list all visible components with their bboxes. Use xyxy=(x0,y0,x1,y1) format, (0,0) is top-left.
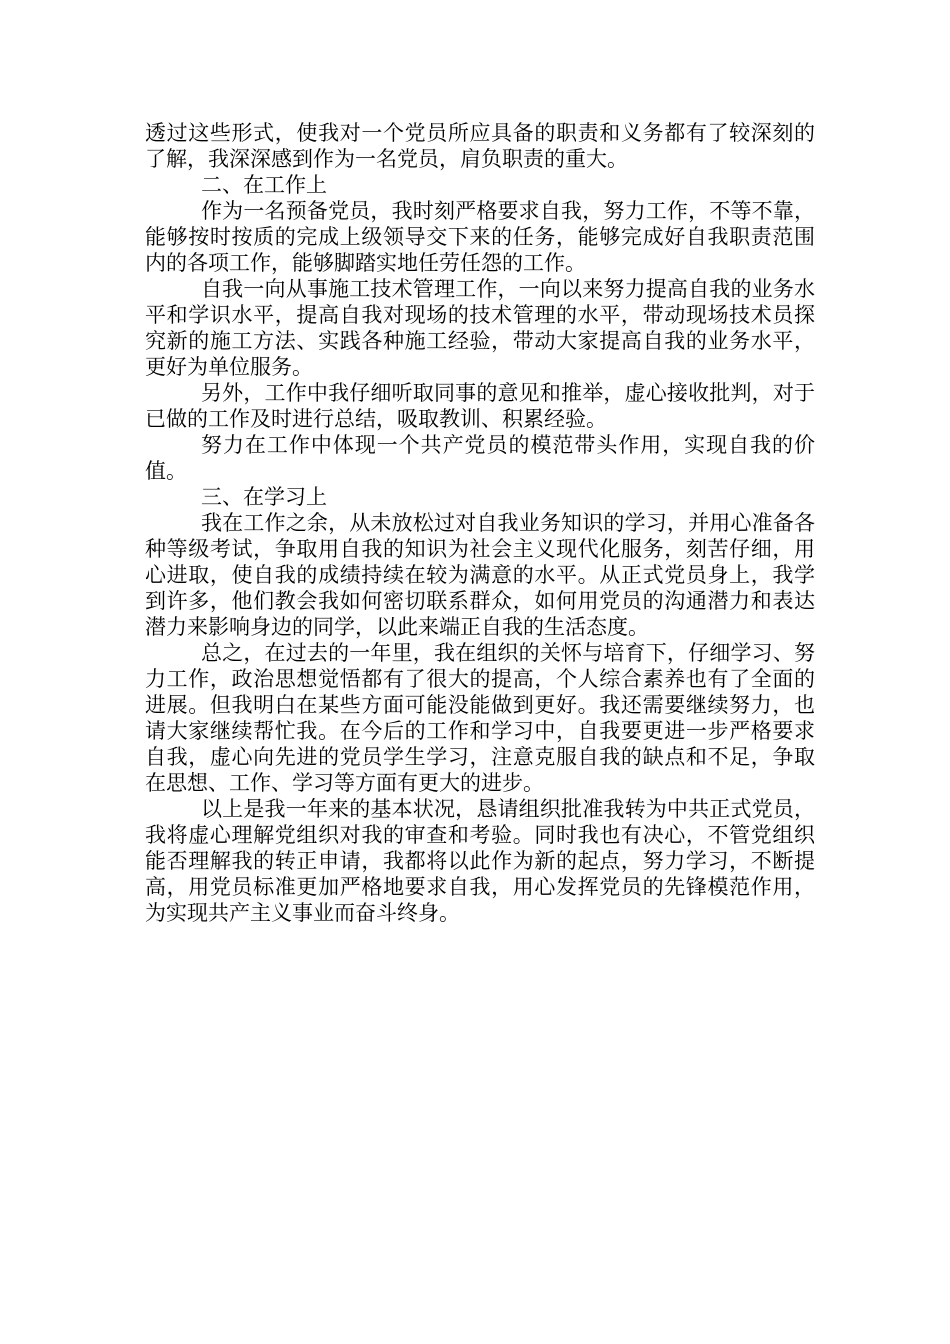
section-heading-study: 三、在学习上 xyxy=(201,485,327,509)
paragraph-listening-colleagues: 另外，工作中我仔细听取同事的意见和推举，虚心接收批判，对于已做的工作及时进行总结，吸取教训、积累经验。 xyxy=(145,381,815,431)
paragraph-work-attitude: 作为一名预备党员，我时刻严格要求自我，努力工作，不等不靠，能够按时按质的完成上级领导交下来的任务，能够完成好自我职责范围内的各项工作，能够脚踏实地任劳任怨的工作。 xyxy=(145,199,815,275)
paragraph-exemplary-role: 努力在工作中体现一个共产党员的模范带头作用，实现自我的价值。 xyxy=(145,433,815,483)
paragraph-intro-continued: 透过这些形式，使我对一个党员所应具备的职责和义务都有了较深刻的了解，我深深感到作为一名党员，肩负职责的重大。 xyxy=(145,121,815,171)
section-heading-work: 二、在工作上 xyxy=(201,173,327,197)
paragraph-summary: 总之，在过去的一年里，我在组织的关怀与培育下，仔细学习、努力工作，政治思想觉悟都有了很大的提高，个人综合素养也有了全面的进展。但我明白在某些方面可能没能做到更好。我还需要继续努力，也请大家继续帮忙我。在今后的工作和学习中，自我要更进一步严格要求自我，虚心向先进的党员学生学习，注意克服自我的缺点和不足，争取在思想、工作、学习等方面有更大的进步。 xyxy=(145,641,815,795)
document-body xyxy=(145,120,815,926)
paragraph-study: 我在工作之余，从未放松过对自我业务知识的学习，并用心准备各种等级考试，争取用自我的知识为社会主义现代化服务，刻苦仔细，用心进取，使自我的成绩持续在较为满意的水平。从正式党员身上，我学到许多，他们教会我如何密切联系群众，如何用党员的沟通潜力和表达潜力来影响身边的同学，以此来端正自我的生活态度。 xyxy=(145,511,815,639)
paragraph-conclusion: 以上是我一年来的基本状况，恳请组织批准我转为中共正式党员，我将虚心理解党组织对我的审查和考验。同时我也有决心，不管党组织能否理解我的转正申请，我都将以此作为新的起点，努力学习，不断提高，用党员标准更加严格地要求自我，用心发挥党员的先锋模范作用，为实现共产主义事业而奋斗终身。 xyxy=(145,797,815,925)
paragraph-technical-management: 自我一向从事施工技术管理工作，一向以来努力提高自我的业务水平和学识水平，提高自我对现场的技术管理的水平，带动现场技术员探究新的施工方法、实践各种施工经验，带动大家提高自我的业务水平，更好为单位服务。 xyxy=(145,277,815,379)
